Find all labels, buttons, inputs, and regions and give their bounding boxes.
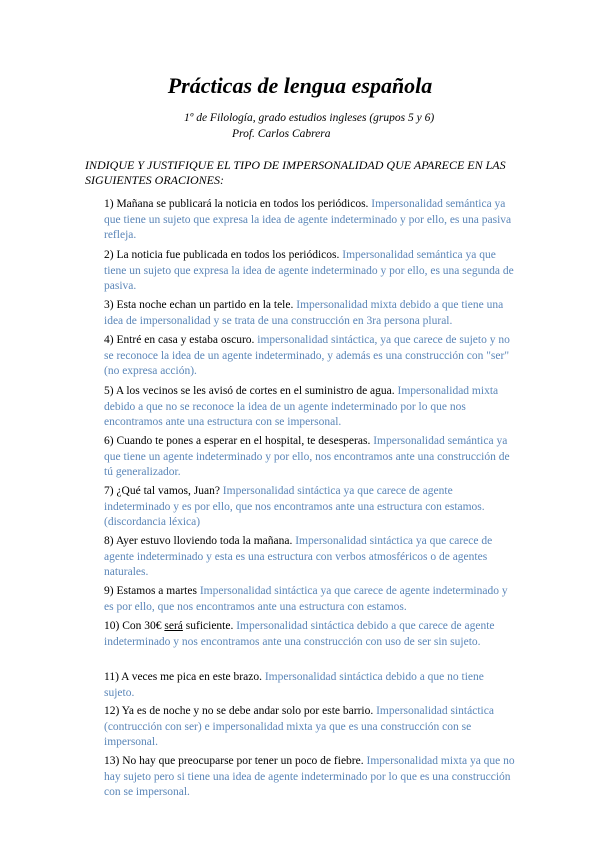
exercise-item-5 — [104, 384, 516, 431]
exercise-question: 1) Mañana se publicará la noticia en todos los periódicos. — [104, 198, 369, 210]
exercise-answer: Impersonalidad semántica ya que tiene un agente indeterminado y por ello, nos encontramos ante una construcción de tú generalizador. — [104, 435, 510, 478]
exercise-question — [104, 620, 233, 632]
exercise-question: 13) No hay que preocuparse por tener un poco de fiebre. — [104, 755, 364, 767]
document-title: Prácticas de lengua española — [167, 73, 433, 98]
exercise-item-9 — [104, 584, 516, 615]
exercise-item-10 — [104, 619, 516, 650]
exercise-item-8 — [104, 534, 516, 581]
exercise-answer: Impersonalidad semántica ya que tiene un sujeto que expresa la idea de agente indeterminado y por ello, es una segunda de pasiva. — [104, 249, 514, 292]
instructions: INDIQUE Y JUSTIFIQUE EL TIPO DE IMPERSONALIDAD QUE APARECE EN LAS SIGUIENTES ORACIONES: — [85, 158, 506, 187]
exercise-answer: impersonalidad sintáctica, ya que carece de sujeto y no se reconoce la idea de un agente indeterminado, y además es una construcción con "ser" (no expresa acción). — [104, 334, 510, 377]
exercise-question: 11) A veces me pica en este brazo. — [104, 671, 262, 683]
exercise-answer: Impersonalidad sintáctica debido a que no tiene sujeto. — [104, 671, 484, 699]
professor-name: Prof. Carlos Cabrera — [232, 128, 331, 140]
exercise-answer: Impersonalidad semántica ya que tiene un sujeto que expresa la idea de agente indeterminado y por ello, es una pasiva refleja. — [104, 198, 512, 241]
exercise-item-13 — [104, 754, 516, 801]
exercise-item-4 — [104, 333, 516, 380]
exercise-question: 12) Ya es de noche y no se debe andar solo por este barrio. — [104, 705, 374, 717]
exercise-item-2 — [104, 248, 516, 295]
exercise-answer: Impersonalidad sintáctica ya que carece de agente indeterminado y esta es una estructura con verbos atmosféricos o de agentes naturales. — [104, 535, 493, 578]
exercise-question: 8) Ayer estuvo lloviendo toda la mañana. — [104, 535, 293, 547]
exercise-answer: Impersonalidad sintáctica ya que carece de agente indeterminado y es por ello, que nos encontramos ante una estructura con estamos. — [104, 585, 508, 613]
question-part: suficiente. — [182, 620, 234, 632]
exercise-item-7 — [104, 484, 516, 531]
exercise-question: 7) ¿Qué tal vamos, Juan? — [104, 485, 220, 497]
exercise-answer: Impersonalidad sintáctica debido a que carece de agente indeterminado y nos encontramos ante una construcción con uso de ser sin sujeto. — [104, 620, 495, 648]
question-part: 10) Con 30€ — [104, 620, 165, 632]
exercise-question: 5) A los vecinos se les avisó de cortes en el suministro de agua. — [104, 385, 395, 397]
exercise-item-1 — [104, 197, 516, 244]
exercise-answer: Impersonalidad sintáctica (contrucción con ser) e impersonalidad mixta ya que es una construcción con se impersonal. — [104, 705, 494, 748]
exercise-item-11 — [104, 670, 516, 701]
exercise-question: 3) Esta noche echan un partido en la tele. — [104, 299, 294, 311]
exercise-answer: Impersonalidad sintáctica ya que carece de agente indeterminado y es por ello, que nos encontramos ante una estructura con estamos. (discordancia léxica) — [104, 485, 485, 528]
exercise-item-3 — [104, 298, 516, 329]
exercise-answer: Impersonalidad mixta debido a que no se reconoce la idea de un agente indeterminado por lo que nos encontramos ante una estructura con se impersonal. — [104, 385, 499, 428]
exercise-question: 4) Entré en casa y estaba oscuro. — [104, 334, 255, 346]
exercise-question: 9) Estamos a martes — [104, 585, 197, 597]
exercise-answer: Impersonalidad mixta ya que no hay sujeto pero si tiene una idea de agente indeterminado por lo que es una construcción con se impersonal. — [104, 755, 515, 798]
exercise-question: 2) La noticia fue publicada en todos los periódicos. — [104, 249, 340, 261]
exercise-item-6 — [104, 434, 516, 481]
underlined-word: será — [164, 620, 183, 632]
course-subtitle: 1º de Filología, grado estudios ingleses (grupos 5 y 6) — [184, 112, 435, 124]
exercise-question: 6) Cuando te pones a esperar en el hospital, te desesperas. — [104, 435, 371, 447]
exercise-item-12 — [104, 704, 516, 751]
exercise-answer: Impersonalidad mixta debido a que tiene una idea de impersonalidad y se trata de una construcción en 3ra persona plural. — [104, 299, 504, 327]
